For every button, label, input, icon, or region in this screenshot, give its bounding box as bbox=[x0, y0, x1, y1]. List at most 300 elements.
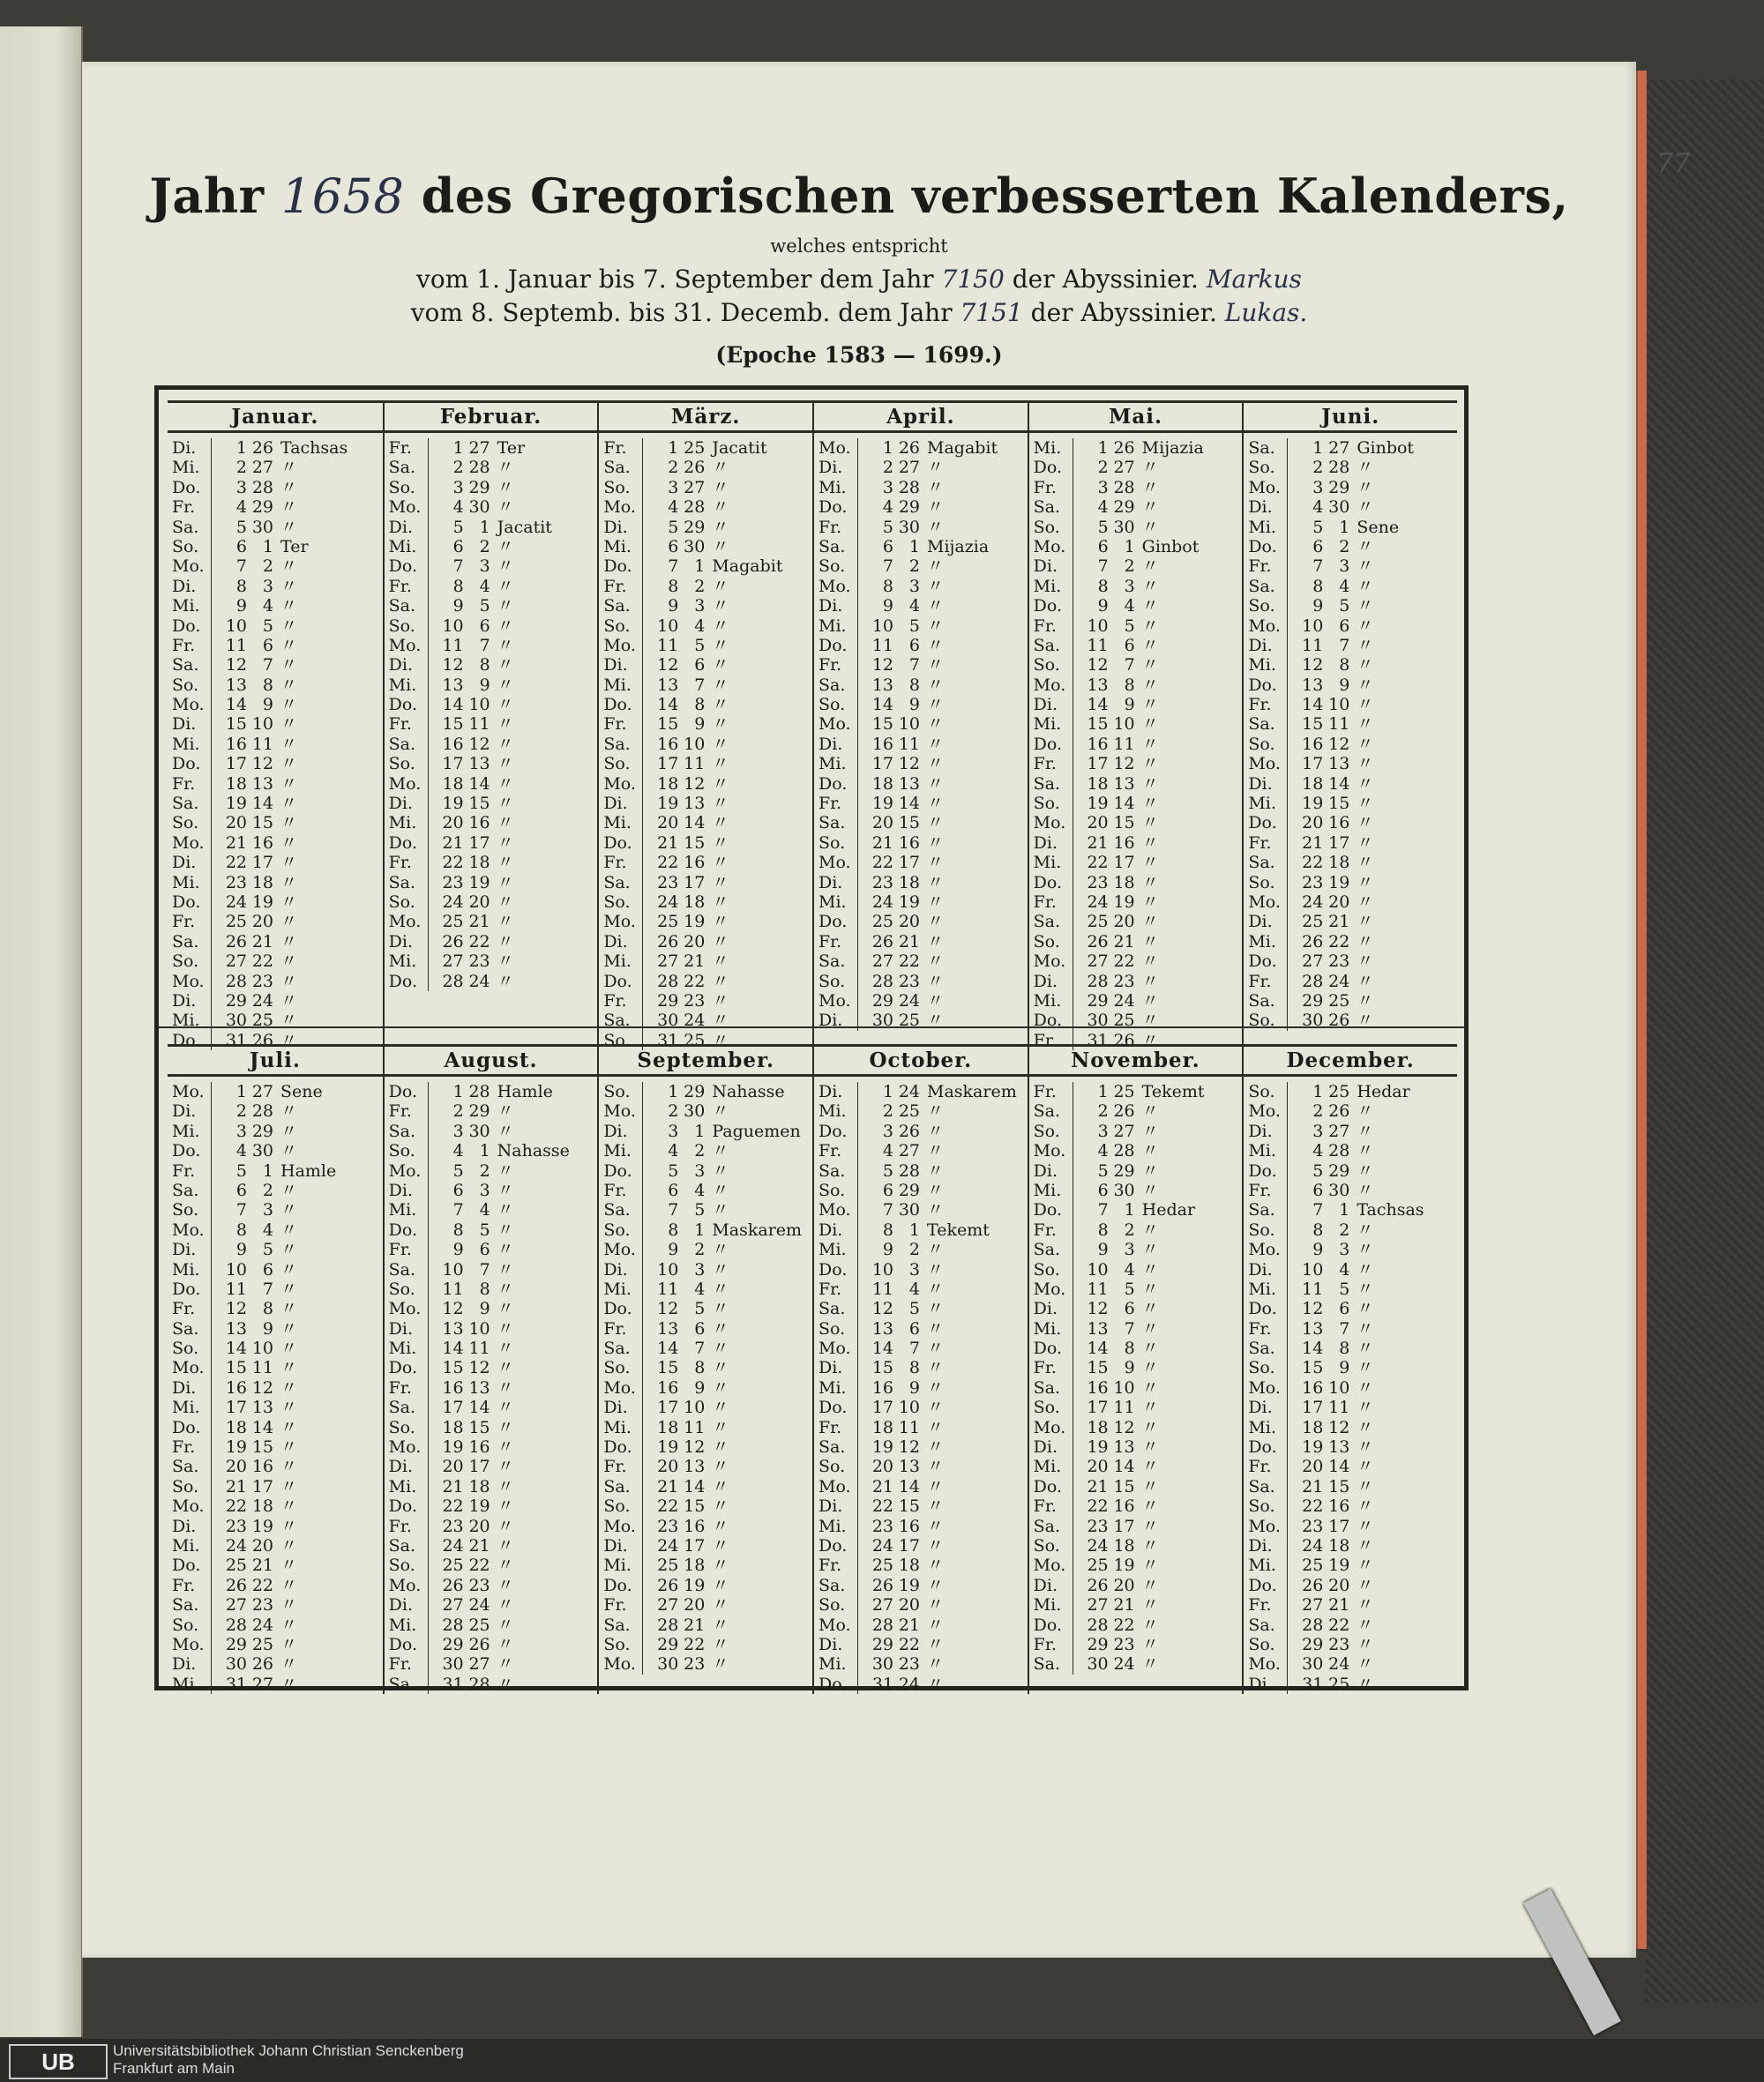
day-row bbox=[814, 1141, 1028, 1160]
gregorian-day: 28 bbox=[1302, 971, 1324, 991]
weekday: So. bbox=[385, 754, 429, 773]
abyssinian-month: 〃 bbox=[1141, 1377, 1159, 1398]
abyssinian-day: 26 bbox=[251, 1030, 273, 1050]
abyssinian-month: Hedar bbox=[1141, 1200, 1196, 1220]
day-row bbox=[599, 497, 812, 517]
abyssinian-month: 〃 bbox=[1141, 892, 1159, 912]
gregorian-day: 18 bbox=[225, 1417, 247, 1437]
gregorian-day: 17 bbox=[1087, 1398, 1109, 1418]
weekday: Fr. bbox=[1029, 1031, 1073, 1050]
abyssinian-month: 〃 bbox=[927, 734, 945, 754]
abyssinian-month: 〃 bbox=[1141, 1160, 1159, 1181]
day-row bbox=[814, 497, 1028, 517]
abyssinian-day: 15 bbox=[898, 1496, 920, 1517]
abyssinian-month: 〃 bbox=[280, 1358, 298, 1378]
day-row bbox=[385, 1418, 598, 1437]
day-row bbox=[385, 1240, 598, 1259]
abyssinian-day: 14 bbox=[1328, 773, 1350, 794]
abyssinian-day: 30 bbox=[1328, 1180, 1350, 1200]
weekday: Do. bbox=[1244, 1161, 1288, 1181]
gregorian-day: 28 bbox=[225, 971, 247, 991]
abyssinian-day: 6 bbox=[262, 1259, 273, 1280]
abyssinian-day: 2 bbox=[1339, 536, 1350, 556]
weekday: Mi. bbox=[814, 1517, 858, 1536]
weekday: Fr. bbox=[1244, 1457, 1288, 1476]
abyssinian-month: 〃 bbox=[497, 832, 514, 853]
abyssinian-month: 〃 bbox=[1141, 497, 1159, 518]
month-column bbox=[1028, 400, 1243, 1050]
gregorian-day: 3 bbox=[452, 1121, 464, 1141]
day-row bbox=[1029, 951, 1243, 971]
abyssinian-day: 13 bbox=[251, 1398, 273, 1418]
abyssinian-month: 〃 bbox=[280, 734, 298, 754]
abyssinian-day: 19 bbox=[1113, 1556, 1135, 1576]
day-row bbox=[1244, 1576, 1457, 1595]
month-name: Juli. bbox=[168, 1044, 383, 1077]
abyssinian-day: 29 bbox=[1113, 497, 1135, 518]
abyssinian-day: 23 bbox=[684, 1654, 706, 1675]
day-row bbox=[168, 478, 383, 497]
abyssinian-day: 17 bbox=[684, 872, 706, 892]
weekday: Do. bbox=[599, 1576, 643, 1595]
day-row bbox=[1029, 853, 1243, 872]
day-row bbox=[814, 892, 1028, 912]
day-row bbox=[599, 518, 812, 537]
day-row bbox=[599, 1496, 812, 1516]
day-row bbox=[814, 655, 1028, 675]
abyssinian-day: 23 bbox=[251, 1595, 273, 1616]
gregorian-day: 3 bbox=[1312, 477, 1324, 497]
gregorian-day: 13 bbox=[442, 1318, 464, 1339]
weekday: So. bbox=[385, 1418, 429, 1437]
weekday: Do. bbox=[168, 478, 212, 497]
abyssinian-year-line-2 bbox=[82, 298, 1636, 327]
weekday: Di. bbox=[385, 932, 429, 951]
abyssinian-day: 13 bbox=[684, 794, 706, 814]
gregorian-day: 15 bbox=[1087, 1358, 1109, 1378]
day-row bbox=[385, 1200, 598, 1220]
day-row bbox=[168, 873, 383, 892]
abyssinian-month: 〃 bbox=[497, 1556, 514, 1576]
weekday: Di. bbox=[1244, 1536, 1288, 1556]
abyssinian-month: 〃 bbox=[1357, 1259, 1374, 1280]
abyssinian-day: 29 bbox=[468, 1101, 490, 1122]
weekday: Fr. bbox=[814, 1280, 858, 1299]
abyssinian-day: 7 bbox=[1339, 635, 1350, 655]
abyssinian-day: 24 bbox=[251, 990, 273, 1011]
gregorian-day: 4 bbox=[452, 1141, 464, 1161]
abyssinian-month: 〃 bbox=[497, 1101, 514, 1122]
abyssinian-day: 13 bbox=[1113, 773, 1135, 794]
day-row bbox=[168, 1635, 383, 1654]
abyssinian-month: 〃 bbox=[712, 813, 729, 833]
weekday: Fr. bbox=[1029, 1358, 1073, 1377]
gregorian-day: 16 bbox=[442, 1377, 464, 1398]
weekday: Mi. bbox=[1244, 1280, 1288, 1299]
gregorian-day: 8 bbox=[882, 1220, 893, 1240]
day-row bbox=[168, 1161, 383, 1181]
day-row bbox=[1244, 1122, 1457, 1141]
day-row bbox=[599, 1358, 812, 1377]
weekday: Mi. bbox=[168, 458, 212, 477]
abyssinian-day: 30 bbox=[1328, 497, 1350, 518]
gregorian-day: 9 bbox=[882, 596, 893, 616]
abyssinian-month: 〃 bbox=[497, 813, 514, 833]
gregorian-day: 26 bbox=[871, 1575, 893, 1595]
abyssinian-day: 22 bbox=[251, 1575, 273, 1595]
abyssinian-day: 19 bbox=[251, 1516, 273, 1536]
abyssinian-day: 14 bbox=[1113, 1457, 1135, 1477]
abyssinian-month: 〃 bbox=[497, 1634, 514, 1654]
day-row bbox=[385, 1616, 598, 1635]
abyssinian-month: 〃 bbox=[1141, 1437, 1159, 1458]
day-row bbox=[1029, 1437, 1243, 1457]
abyssinian-day: 8 bbox=[1124, 1339, 1135, 1359]
abyssinian-day: 25 bbox=[251, 1634, 273, 1654]
gregorian-day: 20 bbox=[225, 1457, 247, 1477]
gregorian-day: 1 bbox=[235, 1082, 247, 1101]
abyssinian-month: 〃 bbox=[1141, 990, 1159, 1011]
abyssinian-day: 3 bbox=[1124, 1240, 1135, 1260]
abyssinian-day: 27 bbox=[1328, 438, 1350, 458]
gregorian-day: 13 bbox=[1302, 1318, 1324, 1339]
abyssinian-day: 17 bbox=[1328, 832, 1350, 853]
weekday: Fr. bbox=[599, 577, 643, 596]
gregorian-day: 1 bbox=[452, 1082, 464, 1101]
gregorian-day: 4 bbox=[882, 1141, 893, 1161]
abyssinian-month: 〃 bbox=[280, 695, 298, 715]
abyssinian-day: 1 bbox=[908, 536, 920, 556]
gregorian-day: 31 bbox=[1302, 1674, 1324, 1694]
abyssinian-day: 2 bbox=[479, 536, 490, 556]
gregorian-day: 19 bbox=[225, 794, 247, 814]
gregorian-day: 21 bbox=[1302, 832, 1324, 853]
abyssinian-day: 2 bbox=[1124, 556, 1135, 577]
abyssinian-month: Maskarem bbox=[927, 1082, 1017, 1101]
gregorian-day: 19 bbox=[1302, 794, 1324, 814]
gregorian-day: 21 bbox=[442, 832, 464, 853]
day-row bbox=[385, 577, 598, 596]
weekday: Do. bbox=[385, 1635, 429, 1654]
gregorian-day: 22 bbox=[1087, 853, 1109, 873]
weekday: Do. bbox=[1244, 1299, 1288, 1318]
weekday: Di. bbox=[814, 1635, 858, 1654]
abyssinian-day: 1 bbox=[908, 1220, 920, 1240]
month-column bbox=[168, 1044, 383, 1694]
gregorian-day: 22 bbox=[1302, 853, 1324, 873]
gregorian-day: 12 bbox=[871, 1299, 893, 1319]
abyssinian-month: Nahasse bbox=[497, 1141, 570, 1161]
day-row bbox=[385, 1595, 598, 1615]
abyssinian-day: 23 bbox=[1113, 1634, 1135, 1654]
day-row bbox=[599, 1339, 812, 1358]
abyssinian-day: 17 bbox=[251, 1476, 273, 1496]
weekday: Do. bbox=[599, 556, 643, 576]
weekday: Mi. bbox=[1029, 1319, 1073, 1339]
day-row bbox=[814, 1576, 1028, 1595]
weekday: Do. bbox=[385, 1358, 429, 1377]
weekday: Di. bbox=[385, 655, 429, 675]
abyssinian-month: 〃 bbox=[280, 1476, 298, 1496]
weekday: So. bbox=[168, 675, 212, 695]
gregorian-day: 10 bbox=[442, 616, 464, 636]
day-row bbox=[168, 655, 383, 675]
day-row bbox=[599, 596, 812, 616]
day-row bbox=[814, 1220, 1028, 1240]
weekday: Do. bbox=[814, 497, 858, 517]
abyssinian-month: 〃 bbox=[1141, 734, 1159, 754]
abyssinian-day: 4 bbox=[1339, 576, 1350, 596]
abyssinian-month: 〃 bbox=[1357, 675, 1374, 695]
abyssinian-day: 26 bbox=[1113, 1101, 1135, 1122]
weekday: Mi. bbox=[1029, 1595, 1073, 1615]
abyssinian-day: 9 bbox=[1124, 695, 1135, 715]
day-row bbox=[1244, 991, 1457, 1011]
abyssinian-day: 6 bbox=[1339, 616, 1350, 636]
abyssinian-day: 6 bbox=[479, 1240, 490, 1260]
weekday: So. bbox=[814, 1181, 858, 1200]
gregorian-day: 7 bbox=[1312, 556, 1324, 577]
weekday: So. bbox=[599, 1635, 643, 1654]
abyssinian-day: 20 bbox=[898, 912, 920, 932]
abyssinian-month: 〃 bbox=[1357, 1496, 1374, 1517]
abyssinian-day: 11 bbox=[1113, 734, 1135, 754]
day-row bbox=[385, 458, 598, 477]
gregorian-day: 5 bbox=[235, 517, 247, 537]
day-row bbox=[385, 556, 598, 576]
abyssinian-month: 〃 bbox=[927, 892, 945, 912]
abyssinian-month: 〃 bbox=[1357, 1180, 1374, 1200]
day-row bbox=[168, 1141, 383, 1160]
day-row bbox=[599, 1220, 812, 1240]
weekday: Mo. bbox=[814, 1339, 858, 1358]
abyssinian-day: 23 bbox=[898, 971, 920, 991]
gregorian-day: 10 bbox=[1302, 616, 1324, 636]
library-city: Frankfurt am Main bbox=[113, 2060, 235, 2077]
gregorian-day: 17 bbox=[657, 754, 679, 774]
weekday: So. bbox=[385, 616, 429, 636]
weekday: Mo. bbox=[1029, 537, 1073, 556]
abyssinian-day: 10 bbox=[898, 714, 920, 735]
day-row bbox=[599, 951, 812, 971]
gregorian-day: 3 bbox=[235, 477, 247, 497]
weekday: Sa. bbox=[1244, 1477, 1288, 1496]
day-row bbox=[814, 932, 1028, 951]
weekday: Mi. bbox=[814, 1654, 858, 1674]
abyssinian-month: 〃 bbox=[1357, 892, 1374, 912]
abyssinian-month: 〃 bbox=[1141, 1240, 1159, 1260]
weekday: Mo. bbox=[599, 912, 643, 931]
abyssinian-day: 3 bbox=[262, 576, 273, 596]
abyssinian-day: 26 bbox=[251, 1654, 273, 1675]
weekday: So. bbox=[599, 1031, 643, 1050]
gregorian-day: 26 bbox=[225, 931, 247, 951]
gregorian-day: 28 bbox=[1087, 1615, 1109, 1635]
gregorian-day: 25 bbox=[1302, 1556, 1324, 1576]
abyssinian-day: 9 bbox=[479, 675, 490, 695]
gregorian-day: 30 bbox=[442, 1654, 464, 1675]
weekday: Mi. bbox=[1244, 794, 1288, 813]
abyssinian-day: 12 bbox=[898, 1437, 920, 1458]
weekday: So. bbox=[1029, 932, 1073, 951]
abyssinian-day: 20 bbox=[251, 912, 273, 932]
gregorian-day: 26 bbox=[1087, 931, 1109, 951]
gregorian-day: 27 bbox=[657, 1595, 679, 1616]
abyssinian-day: 15 bbox=[251, 813, 273, 833]
abyssinian-day: 10 bbox=[1328, 695, 1350, 715]
abyssinian-year-line-1 bbox=[82, 265, 1636, 294]
abyssinian-day: 5 bbox=[908, 616, 920, 636]
day-row bbox=[168, 636, 383, 655]
weekday: Sa. bbox=[599, 1616, 643, 1635]
day-row bbox=[385, 833, 598, 853]
abyssinian-month: 〃 bbox=[927, 754, 945, 774]
abyssinian-month: 〃 bbox=[712, 1141, 729, 1161]
gregorian-day: 10 bbox=[1302, 1259, 1324, 1280]
abyssinian-month: 〃 bbox=[1141, 1101, 1159, 1122]
abyssinian-month: 〃 bbox=[280, 754, 298, 774]
abyssinian-month: 〃 bbox=[280, 497, 298, 518]
weekday: Do. bbox=[1244, 537, 1288, 556]
abyssinian-day: 22 bbox=[468, 1556, 490, 1576]
day-row bbox=[814, 754, 1028, 773]
gregorian-day: 5 bbox=[668, 1160, 679, 1181]
weekday: Di. bbox=[168, 1517, 212, 1536]
gregorian-day: 5 bbox=[882, 1160, 893, 1181]
abyssinian-month: 〃 bbox=[712, 596, 729, 616]
day-row bbox=[599, 853, 812, 872]
abyssinian-month: 〃 bbox=[1357, 536, 1374, 556]
abyssinian-month: 〃 bbox=[1357, 1141, 1374, 1161]
gregorian-day: 6 bbox=[1097, 1180, 1109, 1200]
gregorian-day: 21 bbox=[225, 832, 247, 853]
abyssinian-day: 2 bbox=[479, 1160, 490, 1181]
gregorian-day: 30 bbox=[225, 1011, 247, 1031]
abyssinian-month: 〃 bbox=[712, 517, 729, 537]
weekday: Fr. bbox=[385, 1240, 429, 1259]
abyssinian-day: 16 bbox=[898, 1516, 920, 1536]
gregorian-day: 28 bbox=[442, 971, 464, 991]
abyssinian-month: 〃 bbox=[927, 1516, 945, 1536]
weekday: So. bbox=[385, 892, 429, 912]
day-row bbox=[599, 991, 812, 1011]
abyssinian-month: 〃 bbox=[497, 576, 514, 596]
abyssinian-month: 〃 bbox=[712, 1398, 729, 1418]
abyssinian-day: 15 bbox=[1328, 1476, 1350, 1496]
day-row bbox=[1029, 695, 1243, 714]
gregorian-day: 11 bbox=[1087, 635, 1109, 655]
gregorian-day: 25 bbox=[657, 912, 679, 932]
abyssinian-day: 4 bbox=[694, 1279, 706, 1299]
weekday: Mo. bbox=[599, 1517, 643, 1536]
gregorian-day: 17 bbox=[442, 754, 464, 774]
abyssinian-month: Sene bbox=[1357, 517, 1400, 537]
abyssinian-month: Hedar bbox=[1357, 1082, 1410, 1101]
day-row bbox=[168, 794, 383, 813]
weekday: Mo. bbox=[814, 1477, 858, 1496]
weekday: Mi. bbox=[814, 892, 858, 912]
weekday: Mi. bbox=[168, 1536, 212, 1556]
abyssinian-month: 〃 bbox=[1141, 675, 1159, 695]
gregorian-day: 23 bbox=[225, 872, 247, 892]
day-row bbox=[599, 556, 812, 576]
gregorian-day: 2 bbox=[452, 1101, 464, 1122]
abyssinian-month: 〃 bbox=[1357, 596, 1374, 616]
day-row bbox=[1029, 912, 1243, 931]
day-row bbox=[814, 596, 1028, 616]
abyssinian-day: 13 bbox=[1328, 754, 1350, 774]
weekday: Mi. bbox=[814, 1378, 858, 1398]
abyssinian-day: 5 bbox=[1124, 616, 1135, 636]
day-row bbox=[385, 853, 598, 872]
day-row bbox=[385, 596, 598, 616]
day-row bbox=[1029, 1418, 1243, 1437]
abyssinian-month: 〃 bbox=[1141, 695, 1159, 715]
abyssinian-day: 30 bbox=[898, 517, 920, 537]
weekday: Mi. bbox=[814, 616, 858, 636]
abyssinian-month: 〃 bbox=[1141, 1141, 1159, 1161]
weekday: Mi. bbox=[1244, 1141, 1288, 1160]
day-row bbox=[1029, 1240, 1243, 1259]
weekday: Mo. bbox=[1244, 1654, 1288, 1674]
day-row bbox=[599, 714, 812, 734]
abyssinian-month: 〃 bbox=[927, 951, 945, 972]
abyssinian-month: 〃 bbox=[927, 1160, 945, 1181]
abyssinian-day: 28 bbox=[468, 1674, 490, 1694]
gregorian-day: 6 bbox=[452, 1180, 464, 1200]
weekday: Sa. bbox=[1244, 1339, 1288, 1358]
abyssinian-month: 〃 bbox=[1141, 872, 1159, 892]
abyssinian-day: 2 bbox=[262, 1180, 273, 1200]
abyssinian-day: 4 bbox=[479, 576, 490, 596]
day-row bbox=[168, 1517, 383, 1536]
weekday: Di. bbox=[1029, 1299, 1073, 1318]
day-row bbox=[599, 1654, 812, 1674]
weekday: Fr. bbox=[814, 518, 858, 537]
day-row bbox=[1244, 556, 1457, 576]
abyssinian-month: 〃 bbox=[712, 1259, 729, 1280]
abyssinian-month: 〃 bbox=[1357, 635, 1374, 655]
abyssinian-month: 〃 bbox=[1357, 477, 1374, 497]
gregorian-day: 13 bbox=[225, 675, 247, 695]
gregorian-day: 11 bbox=[1302, 1279, 1324, 1299]
day-row bbox=[1029, 1161, 1243, 1181]
weekday: Di. bbox=[168, 1101, 212, 1121]
abyssinian-day: 22 bbox=[251, 951, 273, 972]
day-row bbox=[385, 1220, 598, 1240]
weekday: Do. bbox=[1029, 458, 1073, 477]
gregorian-day: 4 bbox=[1097, 497, 1109, 518]
day-row bbox=[168, 1418, 383, 1437]
day-row bbox=[1029, 1536, 1243, 1556]
gregorian-day: 18 bbox=[871, 1417, 893, 1437]
abyssinian-month: 〃 bbox=[927, 477, 945, 497]
weekday: Di. bbox=[385, 1457, 429, 1476]
abyssinian-month: 〃 bbox=[1141, 458, 1159, 478]
day-row bbox=[385, 873, 598, 892]
weekday: Mi. bbox=[1029, 714, 1073, 734]
abyssinian-day: 30 bbox=[898, 1200, 920, 1220]
abyssinian-day: 27 bbox=[1113, 1121, 1135, 1141]
gregorian-day: 9 bbox=[1097, 596, 1109, 616]
weekday: Do. bbox=[1029, 1200, 1073, 1220]
abyssinian-day: 6 bbox=[694, 655, 706, 675]
abyssinian-day: 21 bbox=[251, 931, 273, 951]
gregorian-day: 10 bbox=[657, 616, 679, 636]
gregorian-day: 5 bbox=[668, 517, 679, 537]
weekday: Mo. bbox=[168, 1082, 212, 1101]
gregorian-day: 7 bbox=[1097, 556, 1109, 577]
